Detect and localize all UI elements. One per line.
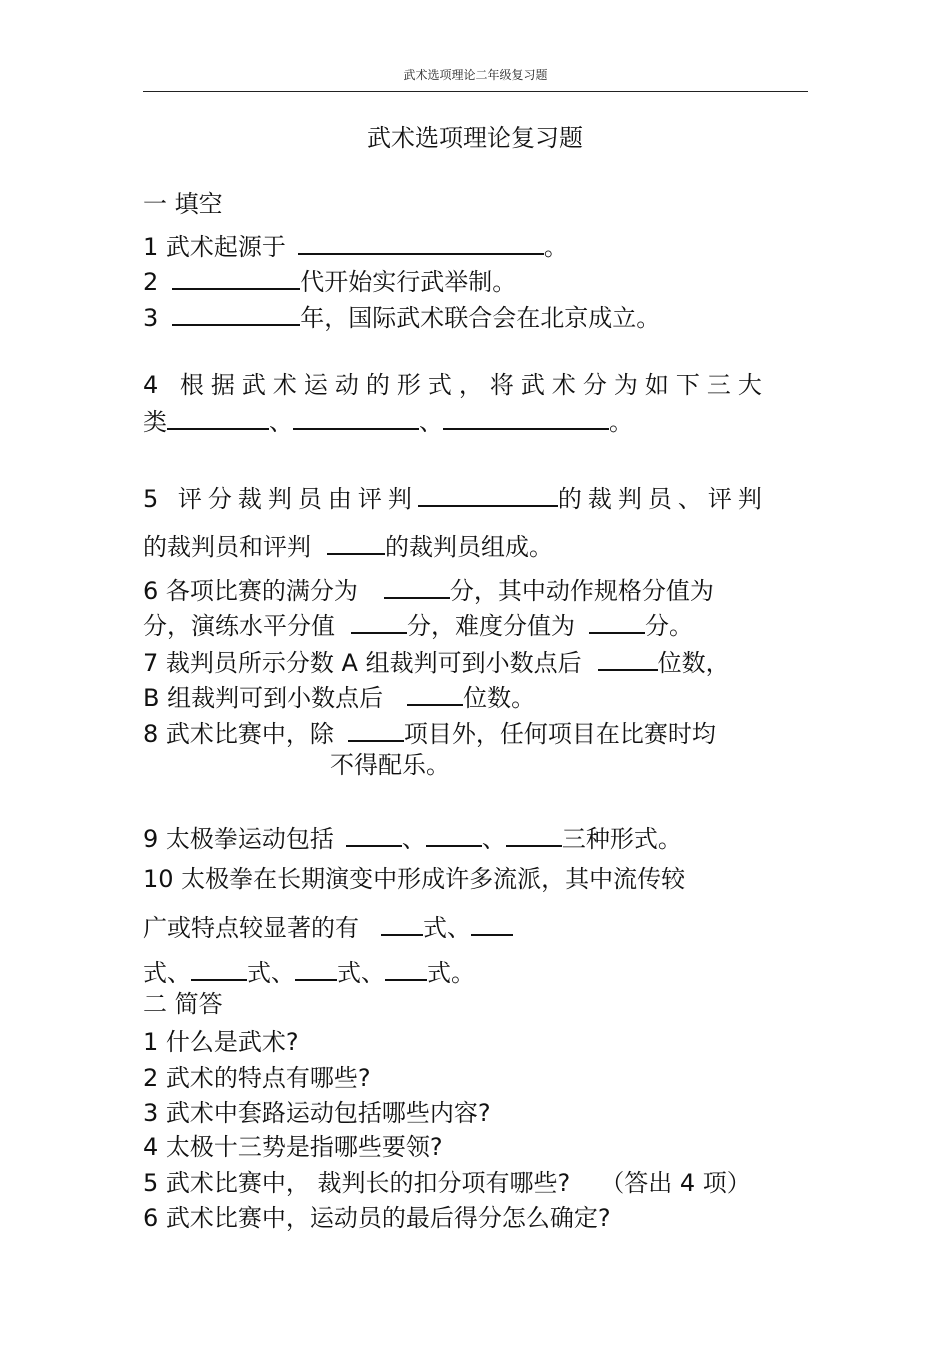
q10-blank-5[interactable] [385, 955, 427, 981]
q8-blank-1[interactable] [348, 716, 404, 742]
short-answer-5 [143, 1167, 751, 1199]
q9-blank-1[interactable] [346, 821, 402, 847]
q4-blank-3[interactable] [443, 404, 609, 430]
q10-text-2: 式、 [423, 914, 471, 942]
page-title: 武术选项理论复习题 [367, 124, 583, 152]
question-2 [143, 264, 516, 298]
q7-blank-2[interactable] [407, 680, 463, 706]
q10-blank-4[interactable] [295, 955, 337, 981]
question-6-line-1 [143, 573, 714, 607]
short-answer-4: 4 太极十三势是指哪些要领? [143, 1133, 443, 1161]
q10-text-3: 式、 [143, 959, 191, 987]
q6-blank-1[interactable] [384, 573, 450, 599]
q5-text-4: 的裁判员组成。 [385, 533, 553, 561]
q4-text: 类 [143, 408, 167, 436]
q4-sep-2: 、 [419, 408, 443, 436]
q9-sep-2: 、 [481, 825, 506, 853]
short-answer-2: 2 武术的特点有哪些? [143, 1064, 371, 1092]
q6-blank-2[interactable] [351, 608, 407, 634]
question-7-line-1 [143, 645, 730, 679]
q3-blank[interactable] [172, 300, 300, 326]
question-8-line-2: 不得配乐。 [330, 751, 450, 779]
short-answer-5-text: 5 武术比赛中， 裁判长的扣分项有哪些? [143, 1169, 571, 1197]
q7-text-4: 位数。 [463, 684, 536, 712]
q3-text: 年，国际武术联合会在北京成立。 [300, 304, 661, 332]
q6-text-3: 分，演练水平分值 [143, 612, 335, 640]
q4-blank-2[interactable] [293, 404, 419, 430]
q10-text-6: 式。 [427, 959, 475, 987]
question-1 [143, 229, 568, 263]
question-10-line-2 [143, 910, 513, 944]
section-short-answer-heading: 二 简答 [143, 990, 223, 1018]
question-8-line-1 [143, 716, 716, 750]
q10-text-1: 广或特点较显著的有 [143, 914, 359, 942]
q8-text-1: 8 武术比赛中，除 [143, 720, 334, 748]
question-3 [143, 300, 660, 334]
q5-blank-1[interactable] [418, 481, 558, 507]
q9-blank-3[interactable] [506, 821, 562, 847]
question-6-line-2 [143, 608, 693, 642]
q9-blank-2[interactable] [426, 821, 482, 847]
q2-blank[interactable] [172, 264, 300, 290]
q10-text-5: 式、 [337, 959, 385, 987]
q2-text: 代开始实行武举制。 [300, 268, 517, 296]
q1-end: 。 [543, 233, 568, 261]
q7-text-1: 7 裁判员所示分数 A 组裁判可到小数点后 [143, 649, 582, 677]
header-rule [143, 91, 808, 92]
question-10-line-3 [143, 955, 475, 989]
q3-num: 3 [143, 304, 159, 332]
q1-text: 1 武术起源于 [143, 233, 286, 261]
short-answer-1: 1 什么是武术? [143, 1028, 299, 1056]
q10-blank-2[interactable] [471, 910, 513, 936]
q6-blank-3[interactable] [589, 608, 645, 634]
q10-blank-1[interactable] [381, 910, 423, 936]
q4-end: 。 [609, 408, 633, 436]
q5-text-1: 5 评分裁判员由评判 [143, 485, 418, 513]
q5-text-2: 的裁判员、评判 [557, 485, 768, 513]
q2-num: 2 [143, 268, 159, 296]
section-fill-in-heading: 一 填空 [143, 190, 223, 218]
question-9 [143, 821, 682, 855]
q9-end: 三种形式。 [561, 825, 682, 853]
q10-blank-3[interactable] [191, 955, 247, 981]
q6-text-5: 分。 [645, 612, 693, 640]
q5-text-3: 的裁判员和评判 [143, 533, 311, 561]
q1-blank[interactable] [298, 229, 544, 255]
short-answer-6: 6 武术比赛中，运动员的最后得分怎么确定? [143, 1204, 611, 1232]
q4-sep-1: 、 [269, 408, 293, 436]
question-4-line-2 [143, 404, 633, 438]
q7-text-3: B 组裁判可到小数点后 [143, 684, 384, 712]
question-5-line-2 [143, 529, 553, 563]
q6-text-4: 分，难度分值为 [407, 612, 575, 640]
question-10-line-1: 10 太极拳在长期演变中形成许多流派，其中流传较 [143, 865, 686, 893]
q7-blank-1[interactable] [598, 645, 658, 671]
running-header: 武术选项理论二年级复习题 [403, 68, 548, 82]
short-answer-5-note: （答出 4 项） [600, 1169, 751, 1197]
question-5-line-1 [143, 481, 768, 515]
q9-text: 9 太极拳运动包括 [143, 825, 334, 853]
q6-text-1: 6 各项比赛的满分为 [143, 577, 358, 605]
question-4-line-1: 4 根据武术运动的形式，将武术分为如下三大 [143, 371, 769, 399]
q9-sep-1: 、 [401, 825, 426, 853]
short-answer-3: 3 武术中套路运动包括哪些内容? [143, 1099, 491, 1127]
q8-text-2: 项目外，任何项目在比赛时均 [403, 720, 716, 748]
q6-text-2: 分，其中动作规格分值为 [449, 577, 714, 605]
q10-text-4: 式、 [247, 959, 295, 987]
q7-text-2: 位数， [657, 649, 730, 677]
q5-blank-2[interactable] [327, 529, 385, 555]
question-7-line-2 [143, 680, 535, 714]
q4-blank-1[interactable] [167, 404, 269, 430]
